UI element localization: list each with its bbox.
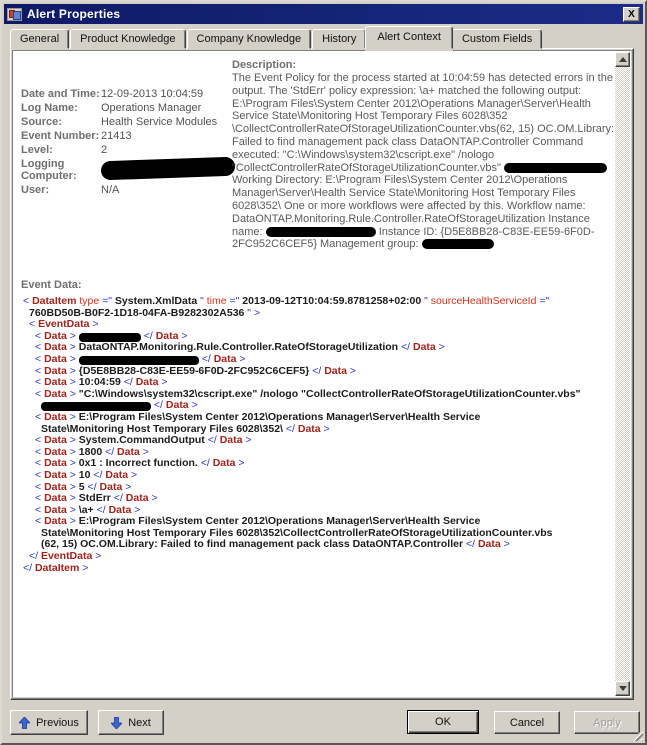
redacted-text [504,163,607,173]
next-button[interactable] [98,710,164,735]
field-label: Event Number: [21,130,100,142]
xml-line: < Data > 10 </ Data > [35,468,138,481]
tab-custom-fields[interactable]: Custom Fields [452,29,542,49]
tab-history[interactable]: History [312,29,366,49]
field-value: N/A [101,184,120,196]
vertical-scrollbar[interactable] [615,52,630,696]
field-label: User: [21,184,50,196]
detail-row [21,144,223,156]
xml-line: < Data > E:\Program Files\System Center 2012\Operations Manager\Server\Health Service [35,410,481,423]
redacted-text [422,239,494,249]
scroll-down-icon[interactable] [615,681,630,696]
xml-line: < Data > System.CommandOutput </ Data > [35,434,252,447]
xml-line: 760BD50B-B0F2-1D18-04FA-B9282302A536 " > [29,306,261,319]
xml-line: State\Monitoring Host Temporary Files 6028\352\CollectControllerRateOfStorageUtilizationCounter.vbs [41,526,553,539]
detail-fields [21,88,223,198]
xml-line: < Data > </ Data > [35,352,246,365]
detail-row [21,88,223,100]
xml-line: </ Data > [13,400,611,412]
redacted-text [266,227,376,237]
ok-button[interactable]: OK [407,710,479,734]
up-arrow-icon [19,717,30,729]
redacted-text [79,356,199,365]
previous-button[interactable] [10,710,88,735]
xml-line: < Data > 10:04:59 </ Data > [35,376,168,389]
xml-line: < Data > 5 </ Data > [35,480,132,493]
tab-page [10,48,634,700]
previous-button-label: Previous [36,716,79,729]
event-data-xml [13,296,611,574]
tab-alert-context[interactable]: Alert Context [365,26,453,49]
xml-line: </ DataItem > [23,561,89,574]
xml-line: </ EventData > [29,550,102,563]
field-value: 21413 [101,130,132,142]
detail-row [21,116,223,128]
field-label: Source: [21,116,62,128]
detail-row [21,184,223,196]
tab-strip [10,26,543,49]
next-button-label: Next [128,716,151,729]
app-window-icon [7,8,22,21]
down-arrow-icon [111,717,122,729]
description-text: The Event Policy for the process started at 10:04:59 has detected errors in the output. The 'StdErr' policy expression: \a+ matched the following output: E:\Program Files\System Center 2012\Operations Manager\Server\Health Service State\Monitoring Host Temporary Files 6028\352 \CollectControllerRateOfStorageUtilizationCounter.vbs(62, 15) OC.OM.Library: Failed to find management pack class DataONTAP.Controller Command executed: "C:\Windows\system32\cscript.exe" /nologo "CollectControllerRateOfStorageUtilizationCounter.vbs" Working Directory: E:\Program Files\System Center 2012\Operations Manager\Server\Health Service State\Monitoring Host Temporary Files 6028\352\ One or more workflows were affected by this. Workflow name: DataONTAP.Monitoring.Rule.Controller.RateOfStorageUtilization Instance name: Instance ID: {D5E8BB28-C83E-EE59-6F0D-2FC952C6CEF5} Management group: [232,72,615,251]
xml-line: < Data > </ Data > [35,329,188,342]
field-value: 12-09-2013 10:04:59 [101,88,204,100]
cancel-button[interactable]: Cancel [494,711,560,734]
field-label: Log Name: [21,102,78,114]
xml-line: < Data > DataONTAP.Monitoring.Rule.Controller.RateOfStorageUtilization </ Data > [35,341,445,354]
tab-company-knowledge[interactable]: Company Knowledge [187,29,312,49]
xml-line: < Data > StdErr </ Data > [35,492,158,505]
xml-line: < DataItem type =" System.XmlData " time =" 2013-09-12T10:04:59.8781258+02:00 " sourceHealthServiceId =" [23,295,550,307]
redacted-text [79,333,141,342]
field-label: Date and Time: [21,88,100,100]
xml-line: < Data > 1800 </ Data > [35,445,149,458]
redacted-text [41,402,151,411]
redacted-value [101,157,236,181]
field-label: Level: [21,144,53,156]
tab-general[interactable]: General [10,29,69,49]
xml-line: State\Monitoring Host Temporary Files 6028\352\ </ Data > [41,422,330,435]
detail-row [21,158,223,182]
detail-row [21,130,223,142]
xml-line: < Data > {D5E8BB28-C83E-EE59-6F0D-2FC952C6CEF5} </ Data > [35,364,357,377]
apply-button[interactable]: Apply [574,711,640,734]
tab-product-knowledge[interactable]: Product Knowledge [70,29,185,49]
close-icon[interactable]: X [623,7,640,22]
event-data-label: Event Data: [21,279,82,291]
description-label: Description: [232,59,297,71]
field-value: Operations Manager [101,102,202,114]
xml-line: < Data > \a+ </ Data > [35,503,141,516]
scrollbar-track[interactable] [615,67,630,681]
xml-line: < EventData > [29,318,99,331]
field-label: Logging Computer: [21,158,77,182]
xml-line: < Data > "C:\Windows\system32\cscript.exe" /nologo "CollectControllerRateOfStorageUtilizationCounter.vbs" [35,387,581,400]
xml-line: (62, 15) OC.OM.Library: Failed to find management pack class DataONTAP.Controller </ Data > [41,538,510,551]
field-value [101,159,235,181]
alert-context-view [12,50,632,698]
xml-line: < Data > 0x1 : Incorrect function. </ Data > [35,457,245,470]
xml-line: < Data > E:\Program Files\System Center 2012\Operations Manager\Server\Health Service [35,515,481,528]
detail-row [21,102,223,114]
title-bar [4,4,643,24]
field-value: 2 [101,144,108,156]
window-title: Alert Properties [27,7,121,21]
scroll-up-icon[interactable] [615,52,630,67]
field-value: Health Service Modules [101,116,218,128]
